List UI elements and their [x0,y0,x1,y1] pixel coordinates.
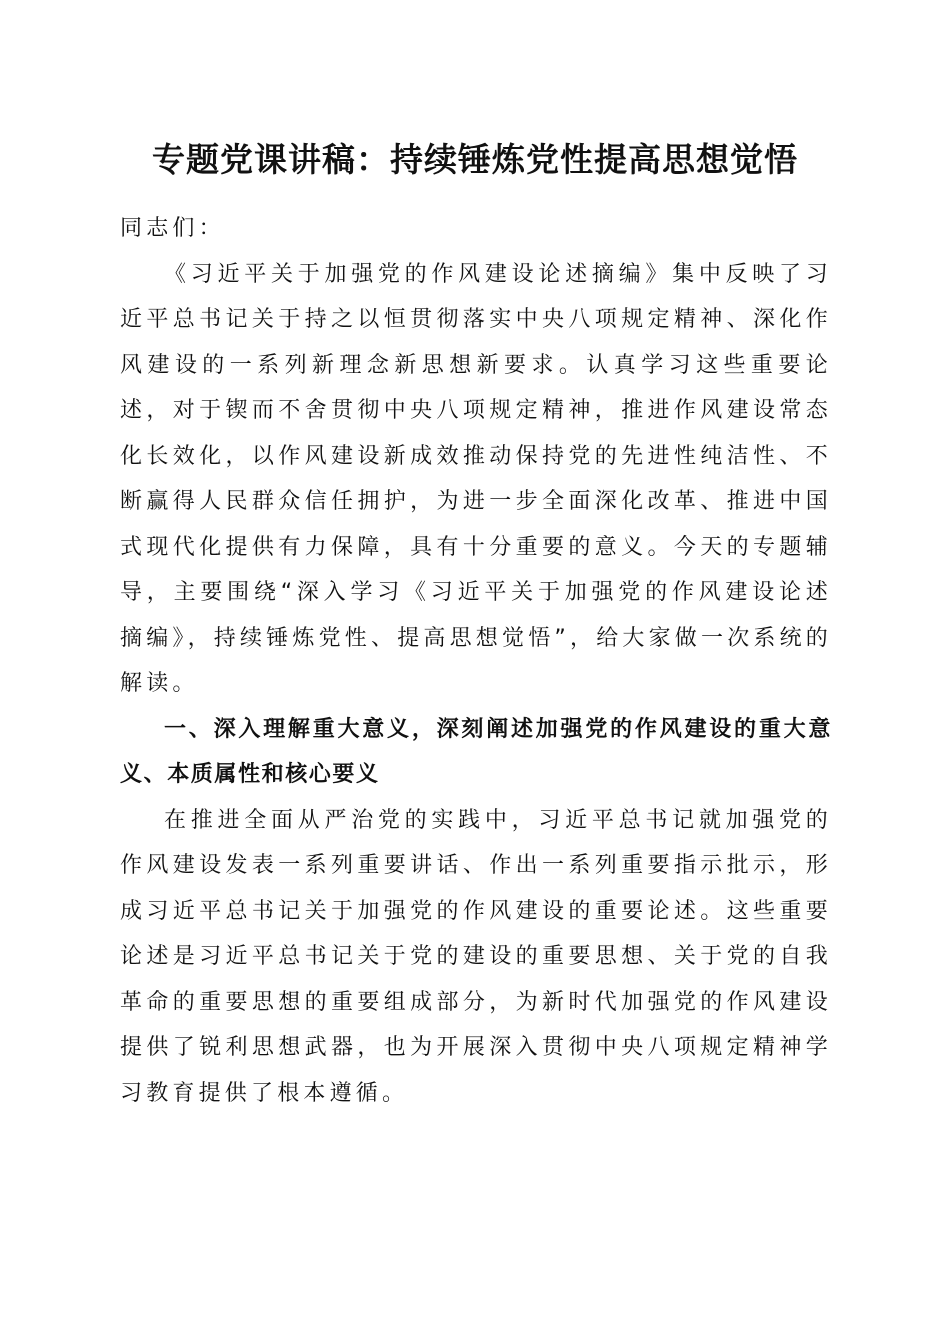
document-title: 专题党课讲稿：持续锤炼党性提高思想觉悟 [152,140,798,179]
section-body-paragraph: 在推进全面从严治党的实践中，习近平总书记就加强党的作风建设发表一系列重要讲话、作出一系列重要指示批示，形成习近平总书记关于加强党的作风建设的重要论述。这些重要论述是习近平总书记关于党的建设的重要思想、关于党的自我革命的重要思想的重要组成部分，为新时代加强党的作风建设提供了锐利思想武器，也为开展深入贯彻中央八项规定精神学习教育提供了根本遵循。 [120,807,832,1106]
document-body [120,206,832,1116]
salutation: 同志们： [120,216,225,241]
section-heading: 一、深入理解重大意义，深刻阐述加强党的作风建设的重大意义、本质属性和核心要义 [120,716,832,787]
intro-paragraph: 《习近平关于加强党的作风建设论述摘编》集中反映了习近平总书记关于持之以恒贯彻落实中央八项规定精神、深化作风建设的一系列新理念新思想新要求。认真学习这些重要论述，对于锲而不舍贯彻中央八项规定精神，推进作风建设常态化长效化，以作风建设新成效推动保持党的先进性纯洁性、不断赢得人民群众信任拥护，为进一步全面深化改革、推进中国式现代化提供有力保障，具有十分重要的意义。今天的专题辅导，主要围绕“深入学习《习近平关于加强党的作风建设论述摘编》，持续锤炼党性、提高思想觉悟”，给大家做一次系统的解读。 [120,261,832,696]
